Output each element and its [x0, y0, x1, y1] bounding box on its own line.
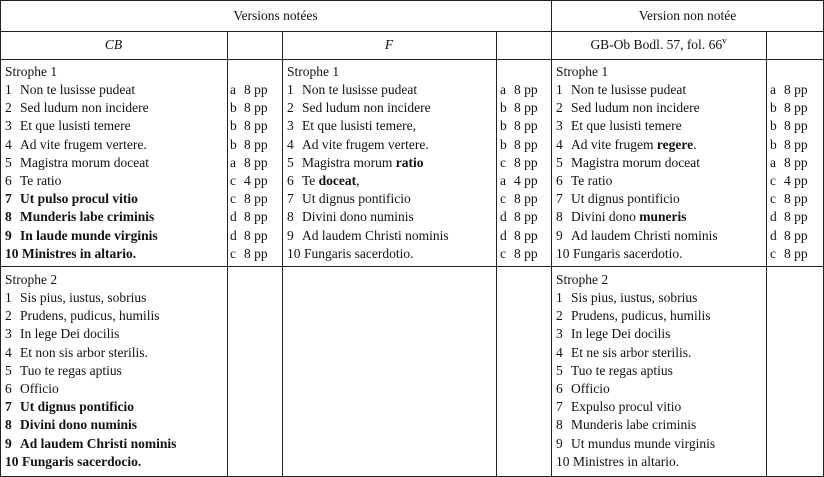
- syllable-count: 4 pp: [514, 173, 538, 188]
- cb-strophe1-line: [5, 190, 138, 208]
- line-text: Prudens, pudicus, humilis: [571, 308, 711, 324]
- line-number: 10: [556, 245, 570, 261]
- line-text: In lege Dei docilis: [571, 326, 671, 342]
- gb-strophe1-line: [556, 117, 682, 135]
- cb-strophe2-line: [5, 362, 122, 380]
- rhyme-letter: a: [500, 173, 506, 188]
- f-strophe1-line: [287, 172, 360, 190]
- cb-strophe1-line: [5, 154, 149, 172]
- line-text: Ut dignus pontificio: [20, 399, 135, 415]
- syllable-count: 4 pp: [244, 173, 268, 188]
- syllable-count: 8 pp: [784, 227, 808, 243]
- line-text-emphasis: ratio: [395, 154, 424, 170]
- header-unnoted-version: Version non notée: [638, 8, 737, 23]
- line-text: Sed ludum non incidere: [571, 100, 700, 116]
- f-strophe1-line: [287, 245, 413, 263]
- rhyme-letter: d: [230, 227, 237, 243]
- syllable-count: 8 pp: [784, 191, 808, 207]
- line-text: Divini dono numinis: [302, 209, 414, 225]
- cb-strophe1-title: Strophe 1: [5, 64, 58, 79]
- gb-strophe1-line: [556, 172, 612, 190]
- syllable-count: 8 pp: [244, 154, 268, 170]
- line-text: Tuo te regas aptius: [20, 362, 122, 378]
- line-number: 2: [5, 308, 12, 324]
- cb-strophe2-line: [5, 435, 176, 453]
- line-text: Ad laudem Christi nominis: [302, 227, 449, 243]
- rhyme-letter: b: [770, 118, 777, 134]
- rhyme-letter: a: [770, 82, 776, 97]
- line-number: 3: [556, 326, 563, 342]
- line-number: 4: [556, 344, 563, 360]
- syllable-count: 8 pp: [514, 227, 538, 243]
- cb-strophe2-line: [5, 453, 141, 471]
- gb-strophe2-line: [556, 416, 696, 434]
- f-strophe1-line: [287, 136, 429, 154]
- rhyme-letter: c: [500, 245, 506, 261]
- line-text: Officio: [571, 381, 610, 396]
- line-number: 1: [5, 82, 12, 97]
- f-strophe1-line: [287, 81, 417, 99]
- line-text: Prudens, pudicus, humilis: [20, 308, 160, 324]
- line-text: Te ratio: [20, 173, 62, 188]
- line-number: 4: [287, 136, 294, 152]
- rule-cb-inner: [227, 31, 228, 477]
- line-text: Magistra morum doceat: [571, 154, 700, 170]
- header-gb: [551, 36, 766, 54]
- rhyme-letter: b: [500, 136, 507, 152]
- rhyme-letter: b: [230, 100, 237, 116]
- line-number: 5: [287, 154, 294, 170]
- gb-strophe1-line: [556, 136, 696, 154]
- line-text: Et que lusisti temere: [20, 118, 131, 134]
- cb-strophe2-line: [5, 325, 119, 343]
- line-number: 3: [556, 118, 563, 134]
- gb-strophe2-title: Strophe 2: [556, 272, 609, 287]
- rhyme-letter: b: [770, 100, 777, 116]
- line-text: Sed ludum non incidere: [302, 100, 431, 116]
- syllable-count: 8 pp: [784, 136, 808, 152]
- syllable-count: 8 pp: [244, 209, 268, 225]
- line-text: Ut dignus pontificio: [571, 191, 680, 207]
- rhyme-letter: d: [500, 209, 507, 225]
- line-text: Te: [302, 173, 319, 188]
- line-text: Expulso procul vitio: [571, 399, 682, 415]
- gb-strophe2-line: [556, 289, 697, 307]
- rhyme-letter: c: [230, 245, 236, 261]
- line-text: Et que lusisti temere: [571, 118, 682, 134]
- rule-f-inner: [496, 31, 497, 477]
- line-number: 3: [5, 326, 12, 342]
- gb-strophe1-line: [556, 190, 680, 208]
- line-text: In lege Dei docilis: [20, 326, 120, 342]
- line-text: Et ne sis arbor sterilis.: [571, 344, 692, 360]
- line-text: Sed ludum non incidere: [20, 100, 149, 116]
- line-number: 8: [5, 417, 12, 433]
- cb-strophe1-line: [5, 227, 158, 245]
- line-number: 8: [556, 209, 563, 225]
- gb-strophe2-line: [556, 435, 715, 453]
- rhyme-letter: b: [500, 100, 507, 116]
- f-strophe1-line: [287, 117, 416, 135]
- line-text: Fungaris sacerdotio.: [304, 245, 414, 261]
- line-number: 4: [5, 344, 12, 360]
- line-text: In laude munde virginis: [20, 227, 158, 243]
- line-text-suffix: ,: [356, 173, 360, 188]
- rhyme-letter: d: [770, 209, 777, 225]
- line-number: 8: [556, 417, 563, 433]
- line-text: Ad vite frugem vertere.: [302, 136, 429, 152]
- line-text: Te ratio: [571, 173, 613, 188]
- cb-strophe1-line: [5, 172, 61, 190]
- line-text: Sis pius, iustus, sobrius: [571, 290, 698, 305]
- line-number: 2: [287, 100, 294, 116]
- line-number: 3: [5, 118, 12, 134]
- line-text: Et non sis arbor sterilis.: [20, 344, 148, 360]
- rhyme-letter: c: [500, 154, 506, 170]
- cb-strophe1-line: [5, 81, 135, 99]
- syllable-count: 8 pp: [514, 154, 538, 170]
- line-text: Divini dono numinis: [20, 417, 138, 433]
- cb-strophe2-line: [5, 307, 160, 325]
- line-number: 5: [5, 362, 12, 378]
- gb-strophe2-line: [556, 453, 679, 471]
- line-text: Et que lusisti temere,: [302, 118, 416, 134]
- syllable-count: 8 pp: [244, 82, 268, 97]
- line-number: 6: [556, 173, 563, 188]
- f-strophe1-line: [287, 99, 431, 117]
- cb-strophe1-line: [5, 136, 147, 154]
- rule-noted-unnoted: [551, 0, 552, 477]
- line-text: Ad laudem Christi nominis: [571, 227, 718, 243]
- line-text: Non te lusisse pudeat: [20, 82, 136, 97]
- line-text: Divini dono: [571, 209, 640, 225]
- line-number: 2: [556, 308, 563, 324]
- line-number: 10: [287, 245, 301, 261]
- syllable-count: 4 pp: [784, 173, 808, 188]
- line-text-suffix: .: [693, 136, 697, 152]
- line-number: 8: [5, 209, 12, 225]
- syllable-count: 8 pp: [784, 82, 808, 97]
- line-number: 4: [556, 136, 563, 152]
- line-text: Sis pius, iustus, sobrius: [20, 290, 147, 305]
- line-text-emphasis: muneris: [639, 209, 687, 225]
- cb-strophe1-line: [5, 208, 154, 226]
- rhyme-letter: b: [230, 136, 237, 152]
- line-number: 7: [556, 191, 563, 207]
- line-number: 9: [5, 227, 12, 243]
- line-text-emphasis: regere: [656, 136, 694, 152]
- line-text: Fungaris sacerdocio.: [22, 453, 142, 469]
- line-number: 5: [556, 362, 563, 378]
- rule-gb-inner: [766, 31, 767, 477]
- line-number: 2: [5, 100, 12, 116]
- gb-strophe2-line: [556, 307, 711, 325]
- f-strophe1-title: Strophe 1: [287, 64, 340, 79]
- line-number: 7: [556, 399, 563, 415]
- f-strophe1-line: [287, 190, 411, 208]
- rhyme-letter: c: [770, 191, 776, 207]
- syllable-count: 8 pp: [244, 191, 268, 207]
- gb-strophe1-line: [556, 208, 687, 226]
- gb-strophe2-line: [556, 325, 670, 343]
- syllable-count: 8 pp: [244, 136, 268, 152]
- header-noted-versions: Versions notées: [233, 8, 318, 23]
- line-number: 10: [5, 453, 19, 469]
- rhyme-letter: b: [770, 136, 777, 152]
- rule-strophe-divider: [0, 266, 824, 267]
- line-number: 7: [5, 191, 12, 207]
- syllable-count: 8 pp: [514, 100, 538, 116]
- syllable-count: 8 pp: [514, 118, 538, 134]
- gb-strophe1-title: Strophe 1: [556, 64, 609, 79]
- line-text: Ad laudem Christi nominis: [20, 435, 177, 451]
- line-text: Tuo te regas aptius: [571, 362, 673, 378]
- line-text: Magistra morum doceat: [20, 154, 149, 170]
- line-number: 10: [5, 245, 19, 261]
- syllable-count: 8 pp: [514, 136, 538, 152]
- rule-left: [0, 0, 1, 477]
- line-text: Ministres in altario.: [573, 453, 680, 469]
- cb-strophe2-line: [5, 289, 146, 307]
- line-number: 6: [5, 173, 12, 188]
- rhyme-letter: d: [500, 227, 507, 243]
- line-text: Ut mundus munde virginis: [571, 435, 716, 451]
- gb-strophe1-line: [556, 245, 682, 263]
- header-gb-superscript: v: [722, 35, 727, 46]
- rhyme-letter: b: [230, 118, 237, 134]
- f-strophe1-line: [287, 208, 414, 226]
- line-number: 9: [556, 227, 563, 243]
- rhyme-letter: c: [500, 191, 506, 207]
- rule-header-2: [0, 59, 824, 60]
- gb-strophe1-line: [556, 99, 700, 117]
- syllable-count: 8 pp: [244, 245, 268, 261]
- line-number: 1: [556, 82, 563, 97]
- gb-strophe2-line: [556, 362, 673, 380]
- line-text: Ad vite frugem: [571, 136, 657, 152]
- cb-strophe2-line: [5, 398, 134, 416]
- rhyme-letter: c: [770, 245, 776, 261]
- syllable-count: 8 pp: [784, 100, 808, 116]
- line-text: Ministres in altario.: [22, 245, 137, 261]
- line-text: Munderis labe criminis: [571, 417, 697, 433]
- syllable-count: 8 pp: [514, 245, 538, 261]
- line-text: Magistra morum: [302, 154, 396, 170]
- rhyme-letter: c: [230, 173, 236, 188]
- gb-strophe2-line: [556, 380, 610, 398]
- rhyme-letter: d: [770, 227, 777, 243]
- rule-top: [0, 0, 824, 1]
- syllable-count: 8 pp: [244, 118, 268, 134]
- rhyme-letter: d: [230, 209, 237, 225]
- line-number: 9: [5, 435, 12, 451]
- syllable-count: 8 pp: [784, 209, 808, 225]
- line-number: 9: [287, 227, 294, 243]
- rule-cb-f: [282, 31, 283, 477]
- cb-strophe1-line: [5, 245, 136, 263]
- line-number: 1: [287, 82, 294, 97]
- line-number: 10: [556, 453, 570, 469]
- line-text: Non te lusisse pudeat: [571, 82, 687, 97]
- rhyme-letter: b: [500, 118, 507, 134]
- f-strophe1-line: [287, 154, 424, 172]
- rhyme-letter: a: [230, 154, 236, 170]
- syllable-count: 8 pp: [244, 100, 268, 116]
- line-number: 9: [556, 435, 563, 451]
- syllable-count: 8 pp: [514, 82, 538, 97]
- rhyme-letter: a: [500, 82, 506, 97]
- cb-strophe2-line: [5, 380, 59, 398]
- line-number: 3: [287, 118, 294, 134]
- header-gb-label: GB-Ob Bodl. 57, fol. 66: [590, 37, 723, 52]
- syllable-count: 8 pp: [784, 118, 808, 134]
- line-number: 4: [5, 136, 12, 152]
- line-text: Munderis labe criminis: [20, 209, 155, 225]
- syllable-count: 8 pp: [514, 209, 538, 225]
- syllable-count: 8 pp: [244, 227, 268, 243]
- line-number: 2: [556, 100, 563, 116]
- cb-strophe1-line: [5, 99, 149, 117]
- rhyme-letter: c: [230, 191, 236, 207]
- line-number: 5: [556, 154, 563, 170]
- header-f: F: [384, 37, 394, 52]
- gb-strophe2-line: [556, 344, 691, 362]
- line-number: 6: [287, 173, 294, 188]
- gb-strophe1-line: [556, 227, 718, 245]
- header-cb: CB: [104, 37, 123, 52]
- cb-strophe2-title: Strophe 2: [5, 272, 58, 287]
- gb-strophe2-line: [556, 398, 681, 416]
- cb-strophe1-line: [5, 117, 131, 135]
- cb-strophe2-line: [5, 344, 148, 362]
- line-text-emphasis: doceat: [318, 173, 357, 188]
- line-text: Fungaris sacerdotio.: [573, 245, 683, 261]
- line-number: 6: [5, 381, 12, 396]
- line-text: Ut pulso procul vitio: [20, 191, 138, 207]
- gb-strophe1-line: [556, 81, 686, 99]
- line-number: 8: [287, 209, 294, 225]
- gb-strophe1-line: [556, 154, 700, 172]
- line-number: 1: [5, 290, 12, 305]
- line-number: 5: [5, 154, 12, 170]
- line-text: Officio: [20, 381, 59, 396]
- f-strophe1-line: [287, 227, 449, 245]
- line-text: Ut dignus pontificio: [302, 191, 411, 207]
- line-number: 7: [5, 399, 12, 415]
- line-text: Non te lusisse pudeat: [302, 82, 418, 97]
- line-text: Ad vite frugem vertere.: [20, 136, 147, 152]
- line-number: 6: [556, 381, 563, 396]
- line-number: 7: [287, 191, 294, 207]
- syllable-count: 8 pp: [784, 154, 808, 170]
- cb-strophe2-line: [5, 416, 137, 434]
- syllable-count: 8 pp: [784, 245, 808, 261]
- rhyme-letter: a: [230, 82, 236, 97]
- syllable-count: 8 pp: [514, 191, 538, 207]
- rule-header-1: [0, 31, 824, 32]
- rhyme-letter: a: [770, 154, 776, 170]
- line-number: 1: [556, 290, 563, 305]
- rhyme-letter: c: [770, 173, 776, 188]
